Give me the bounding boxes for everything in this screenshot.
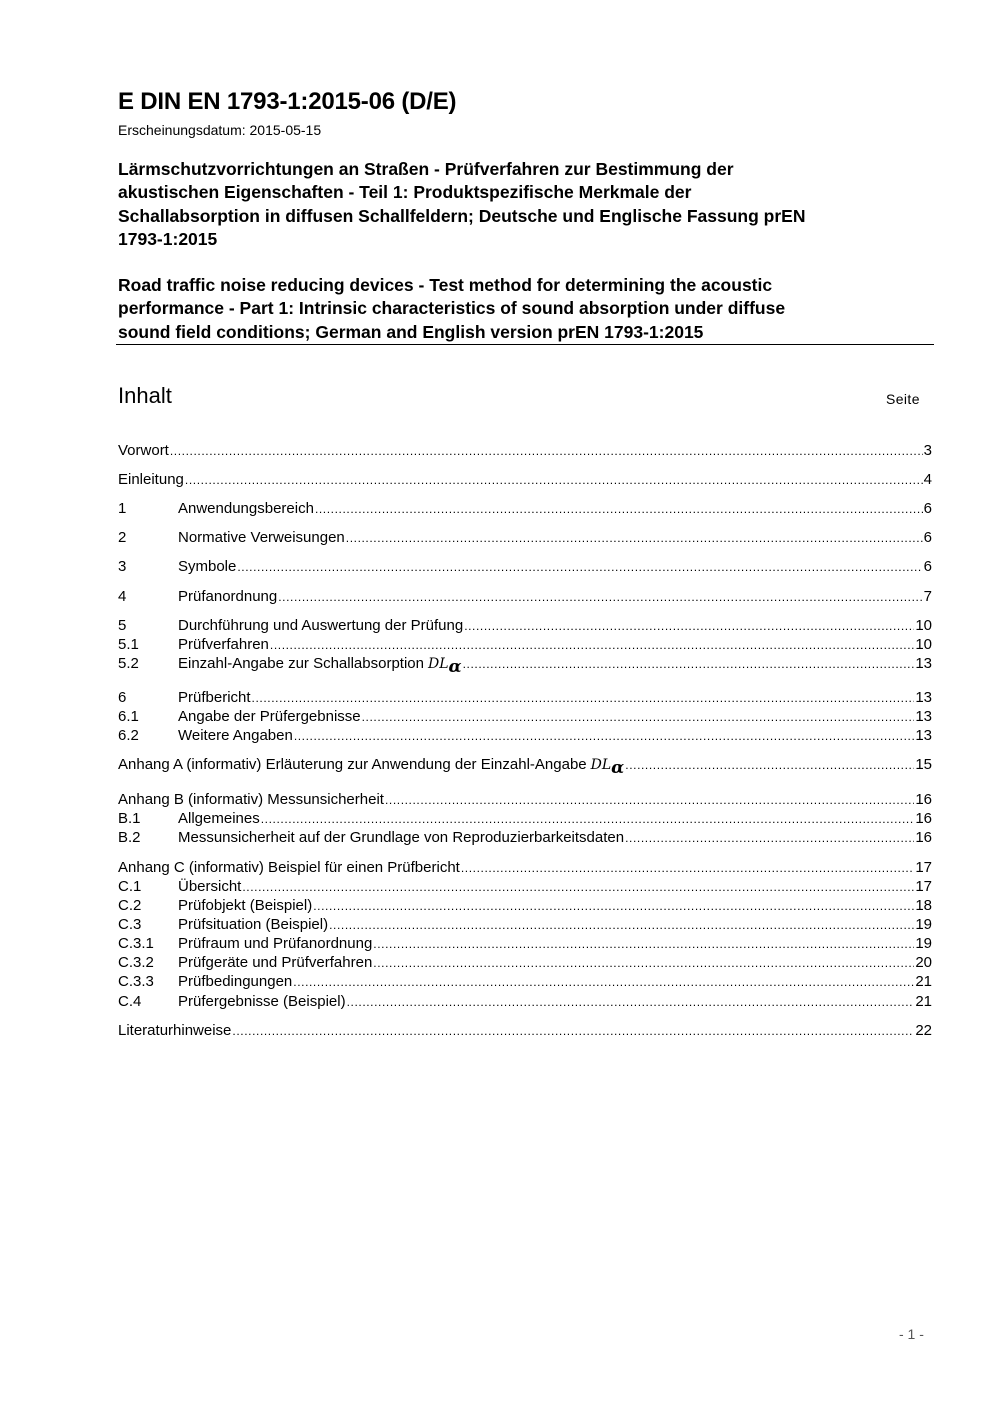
toc-entry-page: 13 (915, 708, 932, 725)
toc-entry-page: 7 (923, 588, 932, 605)
toc-leader-dots (373, 954, 914, 973)
toc-leader-dots (362, 708, 915, 727)
toc-leader-dots (278, 588, 922, 607)
toc-leader-dots (170, 442, 923, 461)
toc-entry-number: 5.2 (118, 655, 139, 672)
toc-entry[interactable] (118, 557, 932, 576)
toc-leader-dots (293, 973, 914, 992)
toc-entry[interactable] (118, 896, 932, 915)
toc-entry-label: Weitere Angaben (178, 727, 293, 744)
toc-entry[interactable] (118, 828, 932, 847)
toc-entry-page: 6 (923, 500, 932, 517)
toc-entry-label: Normative Verweisungen (178, 529, 345, 546)
toc-leader-dots (373, 935, 914, 954)
toc-leader-dots (461, 859, 914, 878)
toc-entry-label: Übersicht (178, 878, 242, 895)
toc-entry-symbol: DL (590, 757, 612, 773)
toc-leader-dots (625, 829, 914, 848)
toc-entry-label: Einleitung (118, 471, 184, 488)
toc-entry-page: 3 (923, 442, 932, 459)
toc-entry-page: 22 (915, 1022, 932, 1039)
toc-leader-dots (346, 529, 923, 548)
toc-entry-number: 1 (118, 500, 127, 517)
toc-leader-dots (315, 500, 923, 519)
toc-entry-page: 15 (915, 756, 932, 773)
toc-entry-number: 3 (118, 558, 127, 575)
toc-leader-dots (313, 897, 914, 916)
toc-entry-number: C.3.1 (118, 935, 154, 952)
toc-leader-dots (185, 471, 923, 490)
toc-entry-page: 21 (915, 973, 932, 990)
toc-entry-page: 6 (923, 529, 932, 546)
toc-entry-number: 6 (118, 689, 127, 706)
toc-entry-page: 4 (923, 471, 932, 488)
page-number: - 1 - (899, 1326, 924, 1342)
title-english-line: sound field conditions; German and English version prEN 1793-1:2015 (118, 321, 704, 342)
title-english-line: performance - Part 1: Intrinsic characteristics of sound absorption under diffuse (118, 298, 786, 319)
toc-entry-page: 16 (915, 791, 932, 808)
toc-entry-label: Literaturhinweise (118, 1022, 232, 1039)
toc-entry-label: Prüfbedingungen (178, 973, 293, 990)
title-german (118, 158, 918, 251)
toc-leader-dots (329, 916, 914, 935)
toc-entry[interactable] (118, 688, 932, 707)
toc-entry[interactable] (118, 953, 932, 972)
document-id: E DIN EN 1793-1:2015-06 (D/E) (118, 88, 457, 115)
toc-entry-number: 2 (118, 529, 127, 546)
toc-leader-dots (464, 617, 914, 636)
toc-leader-dots (625, 756, 914, 775)
toc-entry-page: 16 (915, 829, 932, 846)
toc-entry-page: 20 (915, 954, 932, 971)
toc-entry[interactable] (118, 528, 932, 547)
title-german-line: Lärmschutzvorrichtungen an Straßen - Prüfverfahren zur Bestimmung der (118, 159, 734, 179)
title-german-line: 1793-1:2015 (118, 228, 218, 249)
toc-entry-page: 10 (915, 617, 932, 634)
title-german-line: Schallabsorption in diffusen Schallfeldern; Deutsche und Englische Fassung prEN (118, 205, 806, 226)
toc-entry-symbol-subscript: α (448, 657, 462, 677)
toc-entry-page: 13 (915, 727, 932, 744)
title-english-line: Road traffic noise reducing devices - Test method for determining the acoustic (118, 275, 773, 295)
toc-entry-number: 6.2 (118, 727, 139, 744)
toc-page-column-label: Seite (886, 391, 920, 407)
toc-entry-symbol-subscript: α (611, 758, 625, 778)
toc-leader-dots (385, 791, 914, 810)
toc-entry-number: 5.1 (118, 636, 139, 653)
toc-entry-number: C.3 (118, 916, 142, 933)
toc-entry-number: C.3.2 (118, 954, 154, 971)
toc-entry[interactable] (118, 1021, 932, 1040)
toc-entry[interactable] (118, 915, 932, 934)
title-english (118, 274, 918, 344)
toc-heading: Inhalt (118, 383, 172, 408)
toc-entry-page: 6 (923, 558, 932, 575)
toc-entry-page: 17 (915, 859, 932, 876)
toc-entry[interactable] (118, 877, 932, 896)
toc-entry-number: C.4 (118, 993, 142, 1010)
toc-entry-label: Prüfanordnung (178, 588, 278, 605)
toc-entry[interactable] (118, 809, 932, 828)
toc-leader-dots (232, 1022, 914, 1041)
toc-entry-number: C.2 (118, 897, 142, 914)
toc-entry-number: 6.1 (118, 708, 139, 725)
toc-entry[interactable] (118, 858, 932, 877)
toc-entry-page: 18 (915, 897, 932, 914)
toc-entry-label: Messunsicherheit auf der Grundlage von Reproduzierbarkeitsdaten (178, 829, 625, 846)
toc-entry-label: Anwendungsbereich (178, 500, 314, 517)
toc-entry-label: Durchführung und Auswertung der Prüfung (178, 617, 464, 634)
toc-entry-label: Allgemeines (178, 810, 260, 827)
toc-leader-dots (294, 727, 915, 746)
toc-entry-page: 16 (915, 810, 932, 827)
toc-entry-label: Prüfgeräte und Prüfverfahren (178, 954, 373, 971)
toc-entry[interactable] (118, 992, 932, 1011)
toc-entry-label: Anhang B (informativ) Messunsicherheit (118, 791, 384, 808)
toc-leader-dots (242, 878, 914, 897)
toc-entry-number: C.3.3 (118, 973, 154, 990)
toc-entry[interactable] (118, 934, 932, 953)
toc-entry-page: 19 (915, 935, 932, 952)
toc-leader-dots (463, 655, 915, 674)
toc-entry-label: Anhang C (informativ) Beispiel für einen Prüfbericht (118, 859, 460, 876)
toc-entry-number: 4 (118, 588, 127, 605)
toc-leader-dots (270, 636, 914, 655)
toc-entry-page: 13 (915, 689, 932, 706)
toc-entry[interactable] (118, 616, 932, 635)
title-german-line: akustischen Eigenschaften - Teil 1: Produktspezifische Merkmale der (118, 182, 692, 203)
toc-entry-label: Prüfergebnisse (Beispiel) (178, 993, 346, 1010)
toc-entry-label: Vorwort (118, 442, 169, 459)
toc-leader-dots (252, 689, 915, 708)
toc-entry-page: 10 (915, 636, 932, 653)
title-divider (116, 344, 934, 345)
toc-entry[interactable] (118, 470, 932, 489)
toc-entry-number: B.2 (118, 829, 141, 846)
toc-entry-label: Prüfbericht (178, 689, 251, 706)
toc-entry-page: 21 (915, 993, 932, 1010)
toc-entry-number: C.1 (118, 878, 142, 895)
publication-date: Erscheinungsdatum: 2015-05-15 (118, 122, 322, 138)
toc-entry-label: Angabe der Prüfergebnisse (178, 708, 361, 725)
toc-entry[interactable] (118, 755, 932, 778)
toc-entry-label: Symbole (178, 558, 237, 575)
toc-leader-dots (261, 810, 915, 829)
toc-entry-page: 17 (915, 878, 932, 895)
toc-leader-dots (347, 993, 915, 1012)
toc-entry-number: 5 (118, 617, 127, 634)
toc-entry-label: Anhang A (informativ) Erläuterung zur Anwendung der Einzahl-Angabe (118, 756, 587, 773)
toc-entry[interactable] (118, 654, 932, 677)
toc-entry[interactable] (118, 790, 932, 809)
toc-leader-dots (237, 558, 922, 577)
toc-entry-symbol: DL (427, 656, 449, 672)
toc-entry-number: B.1 (118, 810, 141, 827)
toc-entry-page: 19 (915, 916, 932, 933)
toc-entry-label: Prüfraum und Prüfanordnung (178, 935, 373, 952)
toc-entry[interactable] (118, 972, 932, 991)
toc-entry-label: Prüfobjekt (Beispiel) (178, 897, 313, 914)
toc-entry-page: 13 (915, 655, 932, 672)
toc-entry[interactable] (118, 635, 932, 654)
toc-entry[interactable] (118, 707, 932, 726)
toc-entry[interactable] (118, 441, 932, 460)
toc-entry[interactable] (118, 726, 932, 745)
toc-entry-label: Prüfsituation (Beispiel) (178, 916, 329, 933)
toc-entry-label: Einzahl-Angabe zur Schallabsorption (178, 655, 424, 672)
toc-entry-label: Prüfverfahren (178, 636, 269, 653)
toc-entry[interactable] (118, 499, 932, 518)
toc-entry[interactable] (118, 587, 932, 606)
